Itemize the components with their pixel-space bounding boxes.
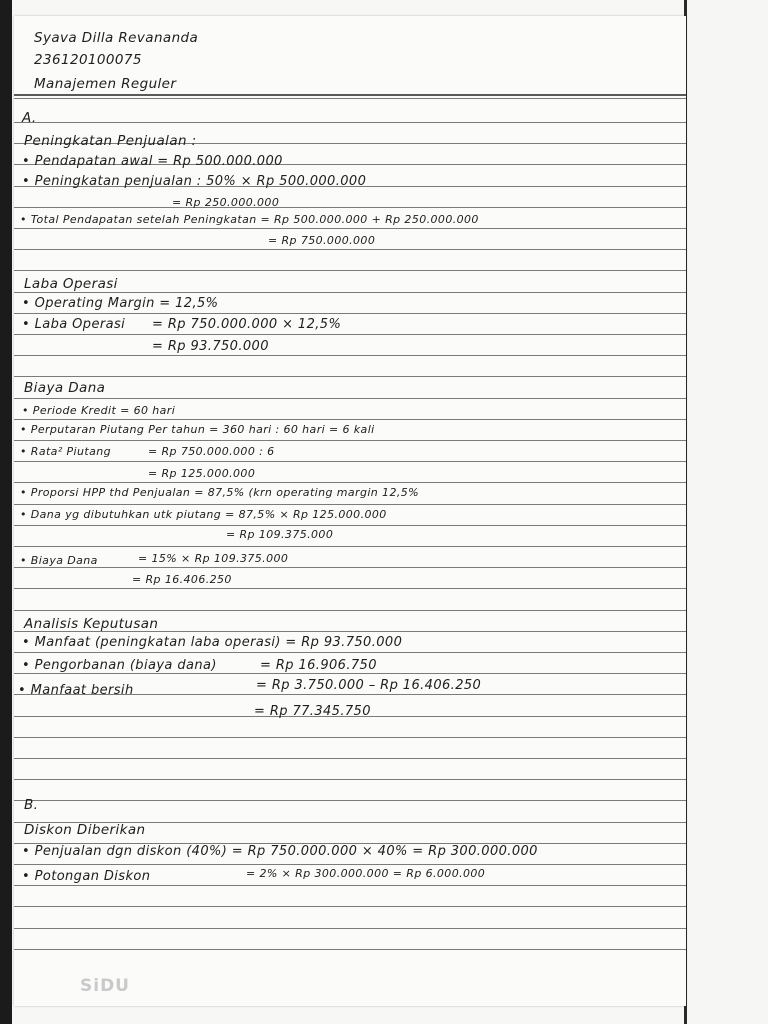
biaya-dana-calc: = 15% × Rp 109.375.000: [138, 552, 289, 565]
right-dark-edge: [686, 0, 768, 1024]
peningkatan-title: Peningkatan Penjualan :: [24, 133, 197, 149]
ruled-line: [14, 504, 686, 505]
notebook-page: [14, 16, 686, 1006]
ruled-line: [14, 249, 686, 250]
laba-operasi-calc: = Rp 750.000.000 × 12,5%: [152, 317, 342, 332]
ruled-line: [14, 228, 686, 229]
ruled-line: [14, 652, 686, 653]
proporsi-hpp: • Proporsi HPP thd Penjualan = 87,5% (krn operating margin 12,5%: [20, 486, 419, 499]
left-dark-edge: [0, 0, 12, 1024]
dana-dibutuhkan: • Dana yg dibutuhkan utk piutang = 87,5% × Rp 125.000.000: [20, 508, 387, 521]
ruled-line: [14, 313, 686, 314]
periode-kredit: • Periode Kredit = 60 hari: [22, 404, 176, 417]
diskon-title: Diskon Diberikan: [24, 822, 146, 838]
pendapatan-awal: • Pendapatan awal = Rp 500.000.000: [22, 154, 283, 169]
ruled-line: [14, 292, 686, 293]
biaya-dana-title: Biaya Dana: [24, 380, 106, 396]
student-id: 236120100075: [34, 52, 142, 68]
ruled-line: [14, 525, 686, 526]
ruled-line: [14, 906, 686, 907]
ruled-line: [14, 758, 686, 759]
total-pendapatan-result: = Rp 750.000.000: [268, 234, 376, 247]
laba-operasi-result: = Rp 93.750.000: [152, 339, 269, 354]
ruled-line: [14, 610, 686, 611]
ruled-line: [14, 440, 686, 441]
ruled-line: [14, 779, 686, 780]
biaya-dana-result: = Rp 16.406.250: [132, 573, 232, 586]
ruled-line: [14, 376, 686, 377]
ruled-line: [14, 398, 686, 399]
ruled-line: [14, 94, 686, 96]
ruled-line: [14, 588, 686, 589]
biaya-dana-label: • Biaya Dana: [20, 554, 98, 567]
ruled-line: [14, 482, 686, 483]
section-a-label: A.: [22, 110, 37, 126]
pengorbanan-label: • Pengorbanan (biaya dana): [22, 658, 217, 673]
laba-operasi-label: • Laba Operasi: [22, 317, 126, 332]
ruled-line: [14, 270, 686, 271]
manfaat-bersih-label: • Manfaat bersih: [18, 683, 134, 698]
student-name: Syava Dilla Revananda: [34, 30, 199, 46]
pengorbanan-value: = Rp 16.906.750: [260, 658, 377, 673]
ruled-line: [14, 885, 686, 886]
peningkatan-penjualan: • Peningkatan penjualan : 50% × Rp 500.000.000: [22, 174, 367, 189]
dana-dibutuhkan-result: = Rp 109.375.000: [226, 528, 334, 541]
potongan-diskon-label: • Potongan Diskon: [22, 869, 151, 884]
ruled-line: [14, 928, 686, 929]
ruled-line: [14, 737, 686, 738]
ruled-line: [14, 567, 686, 568]
ruled-line: [14, 355, 686, 356]
ruled-line: [14, 207, 686, 208]
rata-piutang-label: • Rata² Piutang: [20, 445, 111, 458]
manfaat-bersih-calc: = Rp 3.750.000 – Rp 16.406.250: [256, 678, 482, 693]
ruled-line: [14, 864, 686, 865]
ruled-line: [14, 673, 686, 674]
total-pendapatan: • Total Pendapatan setelah Peningkatan = Rp 500.000.000 + Rp 250.000.000: [20, 213, 479, 226]
operating-margin: • Operating Margin = 12,5%: [22, 296, 219, 311]
ruled-line: [14, 800, 686, 801]
section-b-label: B.: [24, 797, 39, 813]
ruled-line: [14, 461, 686, 462]
ruled-line: [14, 546, 686, 547]
ruled-line: [14, 334, 686, 335]
manfaat-bersih-result: = Rp 77.345.750: [254, 704, 371, 719]
ruled-line: [14, 419, 686, 420]
ruled-line: [14, 122, 686, 123]
peningkatan-result: = Rp 250.000.000: [172, 196, 280, 209]
analisis-keputusan-title: Analisis Keputusan: [24, 616, 159, 632]
rata-piutang-result: = Rp 125.000.000: [148, 467, 256, 480]
perputaran-piutang: • Perputaran Piutang Per tahun = 360 hari : 60 hari = 6 kali: [20, 423, 375, 436]
study-program: Manajemen Reguler: [34, 76, 177, 92]
ruled-line: [14, 98, 686, 99]
penjualan-dengan-diskon: • Penjualan dgn diskon (40%) = Rp 750.000.000 × 40% = Rp 300.000.000: [22, 844, 538, 859]
paper-brand-logo: SiDU: [80, 976, 130, 996]
ruled-line: [14, 949, 686, 950]
rata-piutang-calc: = Rp 750.000.000 : 6: [148, 445, 275, 458]
laba-operasi-title: Laba Operasi: [24, 276, 118, 292]
manfaat: • Manfaat (peningkatan laba operasi) = Rp 93.750.000: [22, 635, 403, 650]
potongan-diskon-calc: = 2% × Rp 300.000.000 = Rp 6.000.000: [246, 867, 486, 880]
